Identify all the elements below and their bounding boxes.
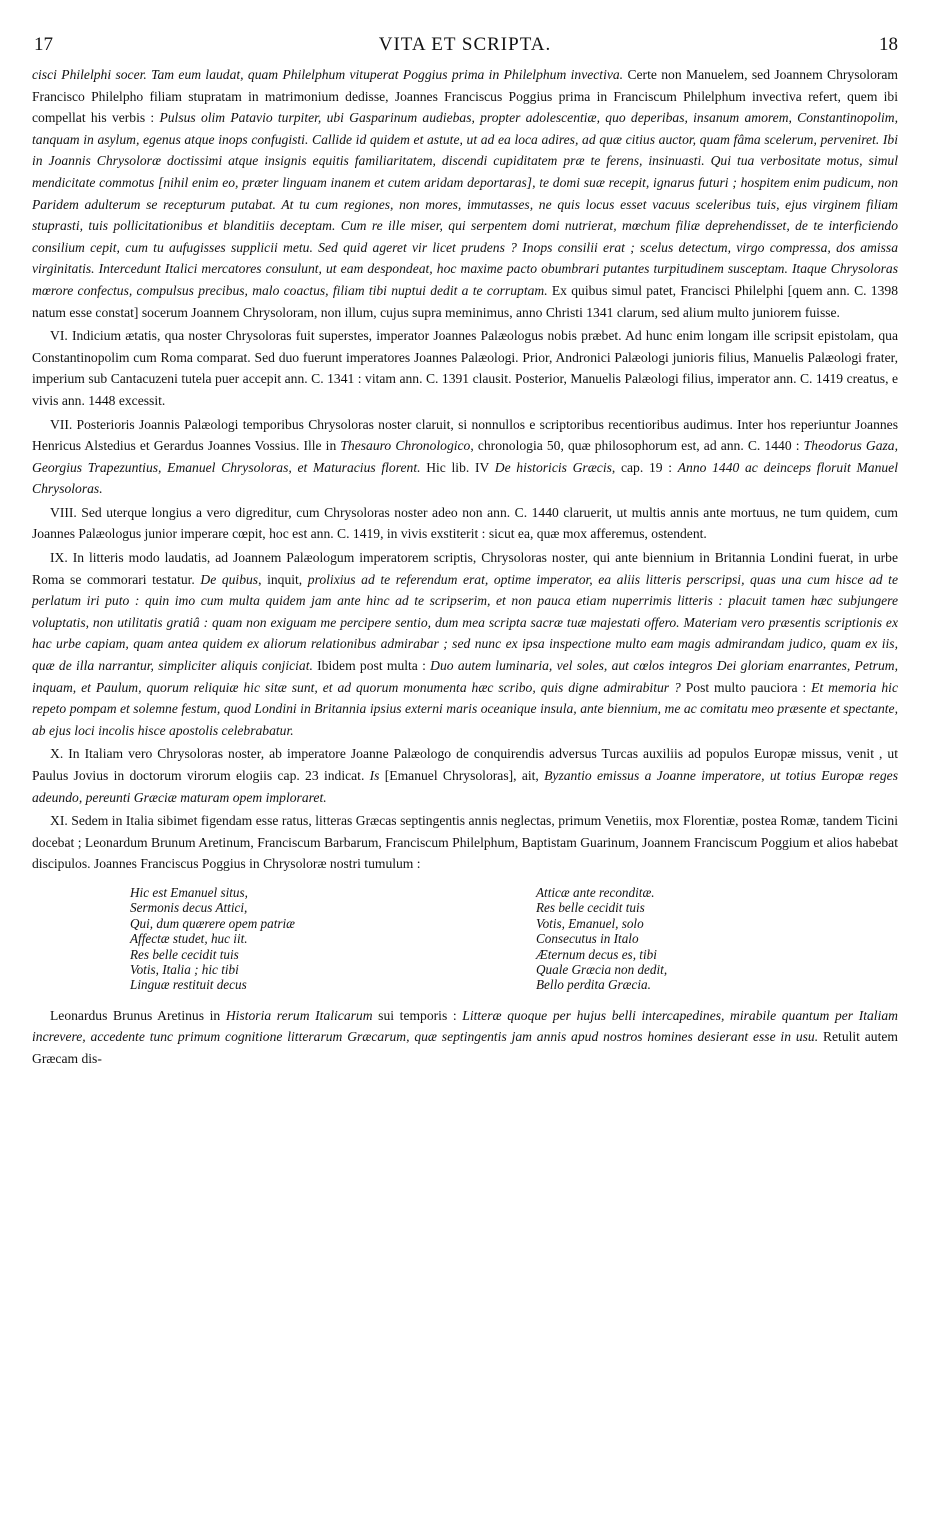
verse-line: Votis, Italia ; hic tibi: [130, 962, 239, 977]
text-run: XI. Sedem in Italia sibimet figendam esse ratus, litteras Græcas septingentis annis neglectas, primum Venetiis, mox Florentiæ, postea Romæ, tandem Ticini docebat ; Leonardum Brunum Aretinum, Franciscum Barbarum, Franciscum Philelphum, Baptistam Guarinum, Joannem Franciscum Poggium et alios habebat discipulos. Joannes Franciscus Poggius in Chrysoloræ nostri tumulum :: [32, 813, 898, 872]
running-title: VITA ET SCRIPTA.: [378, 34, 552, 55]
text-run: [Emanuel Chrysoloras], ait,: [379, 768, 545, 783]
verse-line: Qui, dum quærere opem patriæ: [130, 915, 295, 931]
verse-line: Bello perdita Græcia.: [536, 977, 651, 993]
verse-line: Quale Græcia non dedit,: [536, 962, 668, 977]
italic-run: prolixius ad te referendum erat, optime imperator, ea aliis litteris perscripsi, quas una cum hisce ad te perlatum iri puto : quin imo cum multa quidem jam ante hinc ad te scripserim, et non pauca etiam nuperrimis litteris : placuit tamen hæc subjungere voluptatis, non utilitatis gratiâ : quam non exiguam me percipere sentio, dum mea scripta sacræ tuæ majestati offero. Materiam vero præsentis scriptionis ex hac urbe capiam, quam antea quidem ex aliorum relationibus admirabar ; sed nunc ex ipsa inspectione multo eam magis admirandam judico, quam ex iis, quæ de illa narrantur, simpliciter aliquis conjiciat.: [32, 571, 898, 674]
paragraph-vi: [32, 325, 898, 411]
italic-run: Byzantio emissus a Joanne imperatore, ut totius Europæ reges adeundo, pereunti Græciæ maturam opem imploraret.: [32, 768, 898, 805]
verse-line: Linguæ restituit decus: [130, 977, 247, 993]
verse-line: Votis, Emanuel, solo: [536, 915, 644, 931]
text-run: Ex quibus simul patet, Francisci Philelphi [quem ann. C. 1398 natum esse constat] socerum Joannem Chrysoloram, non illum, cujus supra meminimus, anno Christi 1341 clarum, sed alium multo juniorem fuisse.: [32, 282, 898, 320]
epitaph-right-column: [440, 885, 846, 993]
text-run: VI. Indicium ætatis, qua noster Chrysoloras fuit superstes, imperator Joannes Palæologus nobis præbet. Ad hunc enim longam ille scripsit epistolam, qua Constantinopolim cum Roma comparat. Sed duo fuerunt imperatores Joannes Palæologi. Prior, Andronici Palæologi junioris filius, Manuelis Palæologi frater, imperium sub Cantacuzeni tutela puer accepit ann. C. 1341 : vitam ann. C. 1391 clausit. Posterior, Manuelis Palæologi filius, imperator ann. C. 1419 creatus, e vivis ann. 1448 excessit.: [32, 328, 898, 408]
epitaph-left-column: [32, 885, 440, 993]
verse-line: Affectæ studet, huc iit.: [130, 931, 248, 947]
italic-run: Anno 1440 ac deinceps floruit Manuel Chrysoloras.: [32, 459, 898, 497]
paragraph-viii: [32, 502, 898, 545]
page: [32, 34, 898, 1072]
paragraph-vii: [32, 414, 898, 500]
epitaph-verse: [32, 885, 898, 993]
paragraph-closing: [32, 1005, 898, 1070]
right-page-number: 18: [879, 34, 898, 55]
italic-run: Duo autem luminaria, vel soles, aut cœlos integros Dei gloriam enarrantes, Petrum, inquam, et Paulum, quorum reliquiæ hic sitæ sunt, et ad quorum monumenta hæc scribo, quis digne admirabitur ?: [32, 658, 898, 695]
text-run: Leonardus Brunus Aretinus in: [50, 1007, 226, 1023]
italic-run: Historia rerum Italicarum: [225, 1007, 373, 1023]
italic-run: Thesauro Chronologico: [340, 438, 471, 454]
text-run: , inquit,: [258, 571, 308, 587]
paragraph-x: [32, 743, 898, 808]
text-run: IX. In litteris modo laudatis, ad Joannem Palæologum imperatorem scriptis, Chrysoloras noster, qui ante biennium in Britannia Londini fuerat, in urbe Roma se commorari testatur.: [32, 550, 898, 587]
italic-run: Pulsus olim Patavio turpiter, ubi Gasparinum audiebas, propter adolescentiæ, quo deperibas, insanum amorem, Constantinopolim, tanquam in asylum, egenus atque inops confugisti. Callide id quidem et astute, ut ad ea loca adires, ad quæ citius auctor, quam fâma scelerum, perveniret. Ibi in Joannis Chrysoloræ doctissimi atque insignis equitis familiaritatem, discendi cupiditatem præ te ferens, insinuasti. Qui tua verbositate motus, simul mendicitate commotus [nihil enim eo, præter linguam inanem et cutem aridam deportaras], te domi suæ recepit, ignarus futuri ; hospitem enim pudicum, non Paridem adulterum se recepturum putabat. At tu cum regiones, non mores, immutasses, ne quis locus esset vacuus sceleribus tuis, ejus virginem filiam stuprasti, tuis pollicitationibus et blanditiis deceptam. Cum re ille miser, qui serpentem domi nutrierat, mœchum filiæ deprehendisset, de te interficiendo consilium cepit, cum tu aufugisses supplicii metu. Sed quid ageret vir licet prudens ? Inops consilii erat ; scelus detectum, virgo compressa, dos amissa virginitatis. Intercedunt Italici mercatores consulunt, ut eam despondeat, hoc maxime pacto obumbrari putantes turpitudinem susceptam. Itaque Chrysoloras mœrore confectus, compulsus precibus, malo coactus, filiam tibi nuptui dedit a te corruptam.: [32, 110, 898, 298]
italic-run: De historicis Græcis: [494, 459, 612, 475]
verse-line: Æternum decus es, tibi: [536, 946, 657, 962]
text-run: , cap. 19 :: [611, 459, 678, 475]
verse-line: Hic est Emanuel situs,: [130, 884, 248, 900]
text-run: sui temporis :: [372, 1007, 463, 1023]
verse-line: Consecutus in Italo: [536, 931, 639, 947]
italic-run: Theodorus Gaza, Georgius Trapezuntius, Emanuel Chrysoloras, et Maturacius florent.: [32, 438, 898, 475]
body-text: [32, 64, 898, 1070]
text-run: , chronologia 50, quæ philosophorum est, ad ann. C. 1440 :: [470, 438, 804, 454]
text-run: Post multo pauciora :: [680, 679, 812, 695]
running-header: [32, 34, 898, 64]
verse-line: Sermonis decus Attici,: [130, 900, 248, 916]
paragraph-ix: [32, 547, 898, 741]
paragraph-xi: [32, 810, 898, 875]
italic-run: De quibus: [200, 571, 259, 587]
paragraph-continuation: [32, 64, 898, 323]
italic-run: Litteræ quoque per hujus belli intercapedines, mirabile quantum per Italiam increvere, accedente tunc primum cognitione litterarum Græcarum, quæ septingentis jam annis apud nostros homines desierant esse in usu.: [32, 1007, 898, 1045]
verse-line: Res belle cecidit tuis: [536, 900, 645, 916]
text-run: Ibidem post multa :: [312, 658, 431, 674]
text-run: VII. Posterioris Joannis Palæologi temporibus Chrysoloras noster claruit, si nonnullos e scriptoribus recentioribus audimus. Inter hos reperiuntur Joannes Henricus Alstedius et Gerardus Joannes Vossius. Ille in: [32, 416, 898, 454]
left-page-number: 17: [34, 34, 53, 55]
text-run: Hic lib. IV: [420, 459, 495, 475]
verse-line: Atticæ ante reconditæ.: [536, 884, 655, 900]
italic-run: Et memoria hic repeto pompam et solemne festum, quod Londini in Britannia ipsius externi maris oceanique insula, ante biennium, me ac comitatu meo præsente et spectante, ab ejus loci incolis hisce apostolis celebrabatur.: [32, 679, 898, 738]
text-run: Certe non Manuelem, sed Joannem Chrysoloram Francisco Philelpho filiam stupratam in matrimonium dedisse, Joannes Franciscus Poggius prima in Franciscum Philelphum invectiva refert, quem ibi compellat his verbis :: [32, 67, 898, 126]
italic-run: Is: [369, 768, 380, 783]
verse-line: Res belle cecidit tuis: [130, 946, 239, 962]
italic-run: cisci Philelphi socer. Tam eum laudat, quam Philelphum vituperat Poggius prima in Philelphum invectiva.: [32, 67, 624, 82]
text-run: X. In Italiam vero Chrysoloras noster, ab imperatore Joanne Palæologo de conquirendis adversus Turcas auxiliis ad populos Europæ missus, venit , ut Paulus Jovius in doctorum virorum elogiis cap. 23 indicat.: [32, 746, 898, 783]
text-run: Retulit autem Græcam dis-: [32, 1029, 898, 1066]
text-run: VIII. Sed uterque longius a vero digreditur, cum Chrysoloras noster adeo non ann. C. 1440 claruerit, ut multis annis ante mortuus, ne tum quidem, cum Joannes Palæologus junior imperare cœpit, hoc est ann. C. 1419, in vivis exstiterit : sicut ea, quæ mox afferemus, ostendent.: [32, 504, 898, 542]
